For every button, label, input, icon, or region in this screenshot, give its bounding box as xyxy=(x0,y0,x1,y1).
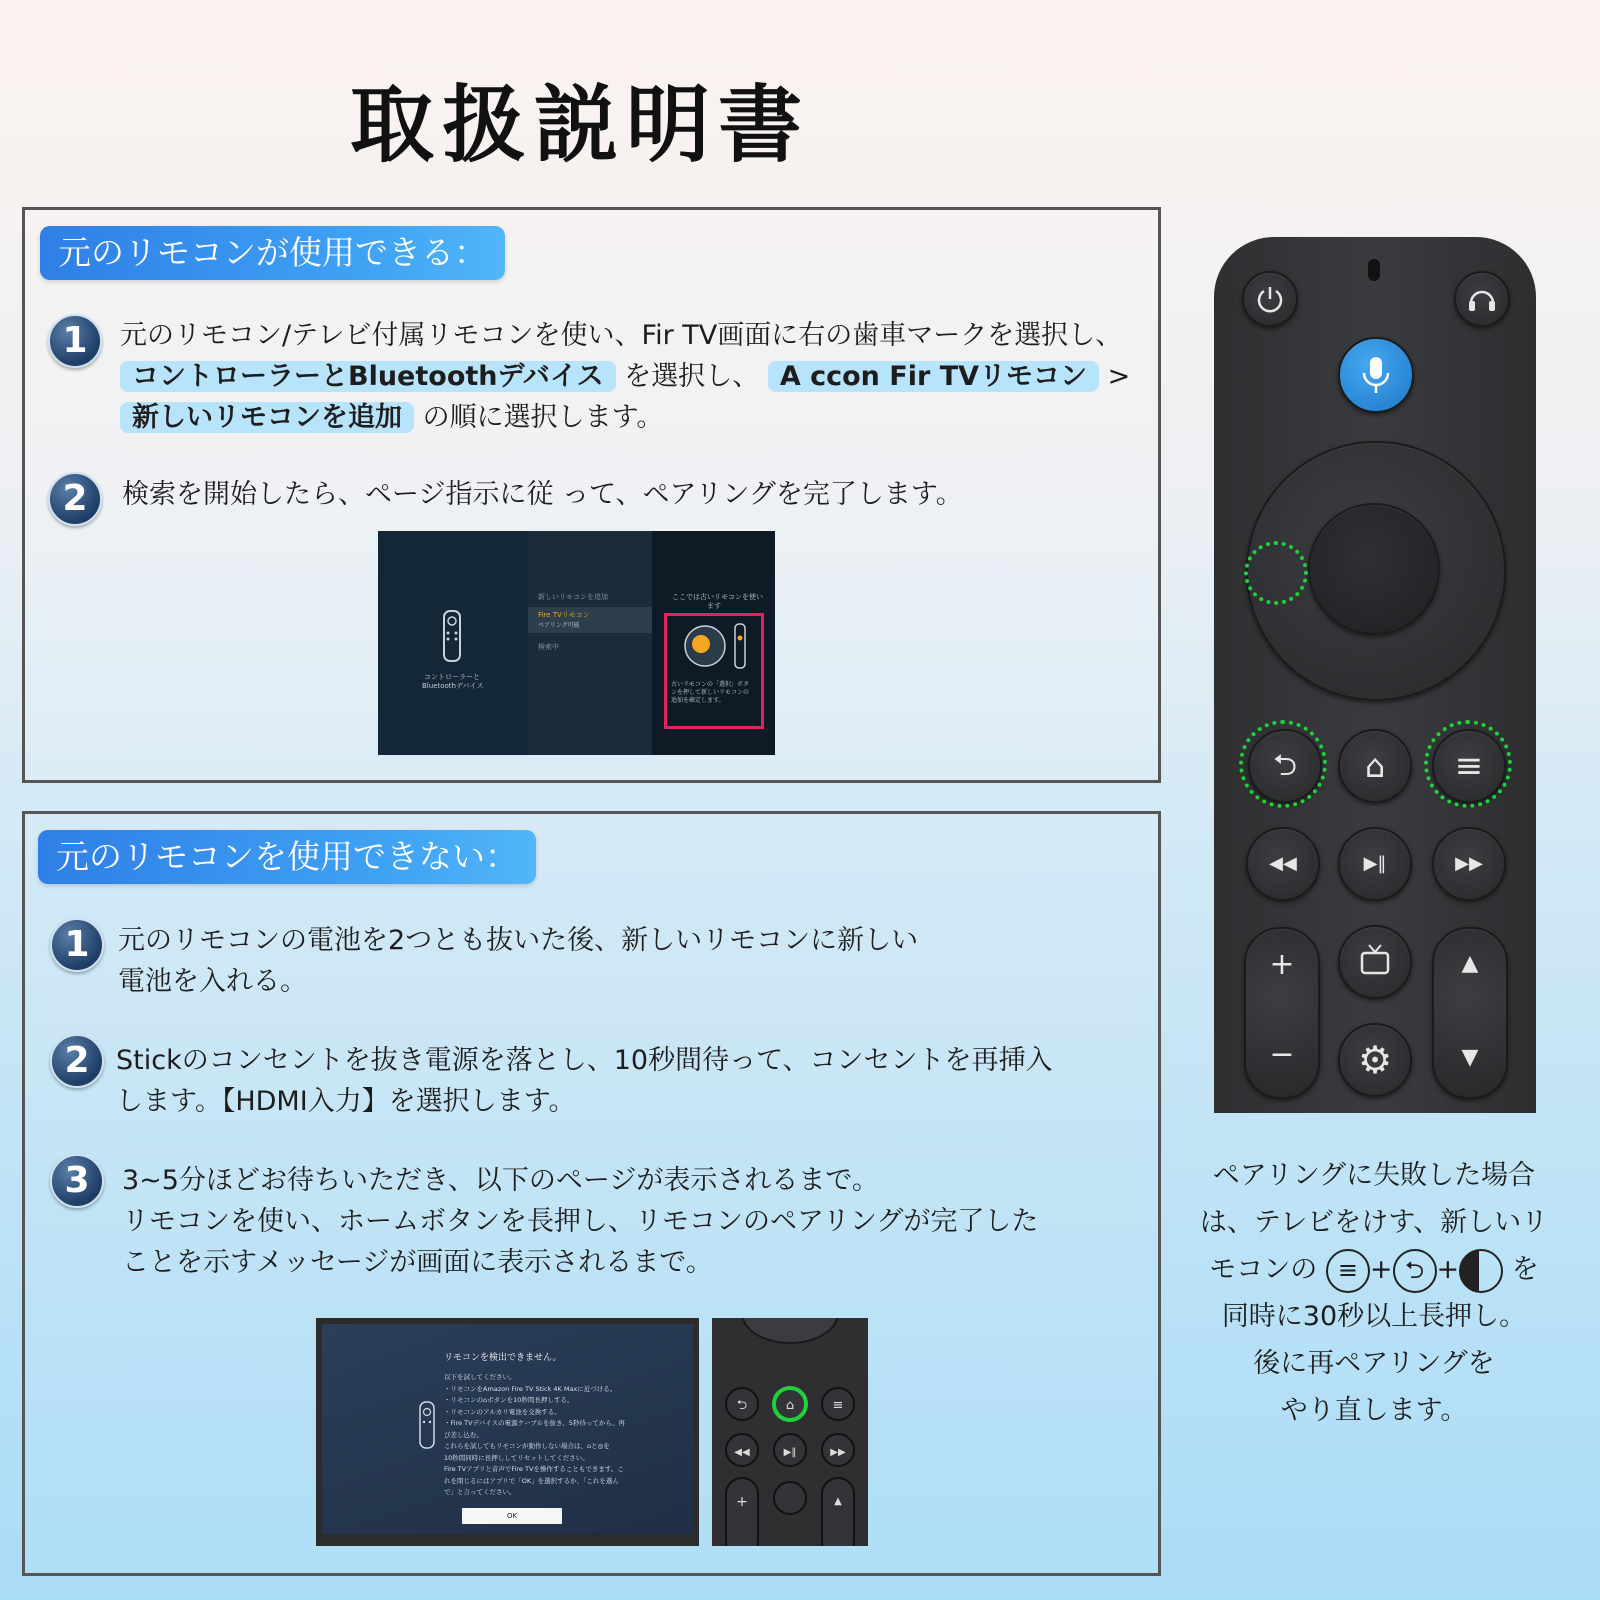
pairing-screenshot xyxy=(378,531,775,755)
step-number: 2 xyxy=(48,472,102,526)
remote-closeup-drawing xyxy=(712,1318,868,1546)
volume-down-icon: − xyxy=(1269,1037,1295,1072)
highlight-fire-tv-remote: A ccon Fir TVリモコン xyxy=(768,361,1099,392)
left-direction-highlight xyxy=(1244,541,1308,605)
rewind-button[interactable] xyxy=(1246,827,1320,901)
step-line: ことを示すメッセージが画面に表示されるまで。 xyxy=(122,1247,713,1278)
step-line: します。【HDMI入力】を選択します。 xyxy=(116,1086,576,1117)
svg-text:▲: ▲ xyxy=(834,1496,842,1507)
menu-highlight xyxy=(1424,720,1512,808)
note-text: モコンの xyxy=(1209,1254,1318,1285)
section1-heading: 元のリモコンが使用できる： xyxy=(40,226,505,280)
tv-message-line: ・リモコンをAmazon Fire TV Stick 4K Maxに近づける。 xyxy=(444,1384,617,1393)
volume-rocker[interactable] xyxy=(1244,927,1320,1099)
screenshot-label: Bluetoothデバイス xyxy=(422,682,484,690)
select-button[interactable] xyxy=(1308,503,1440,635)
step3-text xyxy=(122,1160,1038,1283)
note-line: 後に再ペアリングを xyxy=(1253,1348,1495,1379)
step2-text: 検索を開始したら、ページ指示に従 って、ペアリングを完了します。 xyxy=(122,479,963,510)
note-text: を xyxy=(1511,1254,1539,1285)
screenshot-left-column xyxy=(378,531,528,755)
tv-message-line: ・Fire TVデバイスの電源ケーブルを抜き、5秒待ってから、再 xyxy=(444,1419,625,1427)
highlight-box xyxy=(664,613,764,729)
chevron-right-icon: > xyxy=(1107,361,1131,392)
tv-message-line: 10秒間同時に長押ししてリセットしてください。 xyxy=(444,1453,589,1462)
headphones-icon xyxy=(1456,273,1508,325)
channel-rocker[interactable] xyxy=(1432,927,1508,1099)
settings-button[interactable] xyxy=(1338,1023,1412,1097)
tv-message-line: で」と言ってください。 xyxy=(444,1488,516,1496)
highlight-add-new-remote: 新しいリモコンを追加 xyxy=(120,402,414,433)
screenshot-menu xyxy=(528,531,652,755)
rewind-icon: ◀◀ xyxy=(1269,853,1297,874)
back-icon: ⮌ xyxy=(1393,1249,1437,1293)
fast-forward-button[interactable] xyxy=(1432,827,1506,901)
headphones-button[interactable] xyxy=(1454,271,1510,327)
remote-closeup xyxy=(712,1318,868,1546)
microphone-hole xyxy=(1368,259,1380,281)
back-icon: ⮌ xyxy=(1272,748,1298,783)
page-title: 取扱説明書 xyxy=(349,75,810,174)
note-line: やり直します。 xyxy=(1280,1395,1468,1426)
tv-screenshot xyxy=(316,1318,699,1546)
step-number: 1 xyxy=(50,918,104,972)
menu-icon: ≡ xyxy=(1454,746,1484,786)
ok-button[interactable]: OK xyxy=(462,1508,562,1524)
tv-message-line: び差し込む。 xyxy=(444,1430,483,1439)
step-number: 3 xyxy=(50,1154,104,1208)
tv-message-line: ・リモコンのアルカリ電池を交換する。 xyxy=(444,1407,561,1416)
screenshot-label: コントローラーと xyxy=(424,673,480,681)
gear-icon: ⚙ xyxy=(1357,1038,1393,1082)
menu-item-label: Fire TVリモコン xyxy=(538,611,590,619)
svg-text:+: + xyxy=(736,1494,748,1510)
step1-text xyxy=(120,315,1130,438)
right-note: ンを押して新しいリモコンの xyxy=(671,689,750,696)
play-pause-icon: ▶‖ xyxy=(1363,853,1387,874)
tv-message-line: Fire TVアプリと音声でFire TVを操作することもできます。こ xyxy=(444,1465,624,1473)
plus-sign: + xyxy=(1369,1254,1393,1285)
right-note: 古いリモコンの「選択」ボタ xyxy=(671,681,750,688)
remote-outline-icon xyxy=(378,531,528,755)
menu-header: 新しいリモコンを追加 xyxy=(538,593,608,601)
channel-down-icon: ▼ xyxy=(1461,1045,1479,1070)
fast-forward-icon: ▶▶ xyxy=(1455,853,1483,874)
tv-message-title: リモコンを検出できません。 xyxy=(444,1353,562,1363)
step-line: 元のリモコンの電池を2つとも抜いた後、新しいリモコンに新しい xyxy=(118,925,919,956)
tv-screen xyxy=(322,1324,693,1534)
menu-selected-item xyxy=(528,607,652,633)
microphone-icon xyxy=(1340,339,1412,411)
menu-search: 検索中 xyxy=(538,643,559,651)
step2-text xyxy=(116,1040,1053,1122)
power-icon xyxy=(1244,273,1296,325)
svg-text:◀◀: ◀◀ xyxy=(734,1447,750,1458)
svg-text:⮌: ⮌ xyxy=(736,1398,748,1413)
step-number: 2 xyxy=(50,1034,104,1088)
volume-up-icon: + xyxy=(1269,947,1295,982)
note-line: ペアリングに失敗した場合 xyxy=(1212,1160,1536,1191)
live-tv-button[interactable] xyxy=(1338,925,1412,999)
menu-item-sub: ペアリング可能 xyxy=(538,622,580,629)
select-button-icon xyxy=(667,616,761,676)
tv-icon xyxy=(1340,927,1410,997)
svg-text:⌂: ⌂ xyxy=(785,1398,795,1413)
tv-message-lines xyxy=(444,1372,625,1499)
plus-sign: + xyxy=(1436,1254,1460,1285)
svg-text:▶▶: ▶▶ xyxy=(830,1447,846,1458)
section2-heading: 元のリモコンを使用できない： xyxy=(38,830,536,884)
note-line-buttons xyxy=(1186,1246,1562,1293)
home-icon: ⌂ xyxy=(1364,747,1386,785)
tv-message-line: 以下を試してください。 xyxy=(444,1373,516,1381)
right-header: ここでは古いリモコンを使い xyxy=(672,593,763,601)
svg-text:≡: ≡ xyxy=(832,1398,844,1413)
screenshot-right-column xyxy=(652,531,775,755)
remote-outline-icon xyxy=(408,1396,448,1466)
pairing-failure-note xyxy=(1186,1152,1562,1434)
step-line: リモコンを使い、ホームボタンを長押し、リモコンのペアリングが完了した xyxy=(122,1206,1039,1237)
highlight-controller-bluetooth: コントローラーとBluetoothデバイス xyxy=(120,361,616,392)
remote-control-image xyxy=(1214,237,1536,1113)
tv-message-line: ・リモコンの⌂ボタンを10秒間長押しする。 xyxy=(444,1396,574,1404)
voice-button[interactable] xyxy=(1338,337,1414,413)
step1-tail: の順に選択します。 xyxy=(422,402,664,433)
svg-text:▶‖: ▶‖ xyxy=(783,1447,797,1458)
channel-up-icon: ▲ xyxy=(1461,951,1479,976)
tv-message-line: れを閉じるにはアプリで「OK」を選択するか、「これを選ん xyxy=(444,1476,619,1485)
step1-text xyxy=(118,920,918,1002)
step-line: 3~5分ほどお待ちいただき、以下のページが表示されるまで。 xyxy=(122,1165,879,1196)
note-line: 同時に30秒以上長押し。 xyxy=(1221,1301,1527,1332)
home-button[interactable] xyxy=(1338,729,1412,803)
step-line: Stickのコンセントを抜き電源を落とし、10秒間待って、コンセントを再挿入 xyxy=(116,1045,1053,1076)
play-pause-button[interactable] xyxy=(1338,827,1412,901)
note-line: は、テレビをけす、新しいリ xyxy=(1199,1207,1549,1238)
tv-message-line: これらを試してもリモコンが動作しない場合は、⌂と◎を xyxy=(444,1442,610,1450)
step-line: 電池を入れる。 xyxy=(118,966,307,997)
right-header: ます xyxy=(707,602,721,610)
step1-line1: 元のリモコン/テレビ付属リモコンを使い、Fir TV画面に右の歯車マークを選択し、 xyxy=(120,320,1123,351)
step-number: 1 xyxy=(48,314,102,368)
left-direction-icon xyxy=(1459,1249,1503,1293)
menu-icon: ≡ xyxy=(1326,1249,1370,1293)
step1-mid: を選択し、 xyxy=(624,361,760,392)
power-button[interactable] xyxy=(1242,271,1298,327)
back-highlight xyxy=(1239,720,1327,808)
right-note: 追加を確定します。 xyxy=(671,697,725,704)
